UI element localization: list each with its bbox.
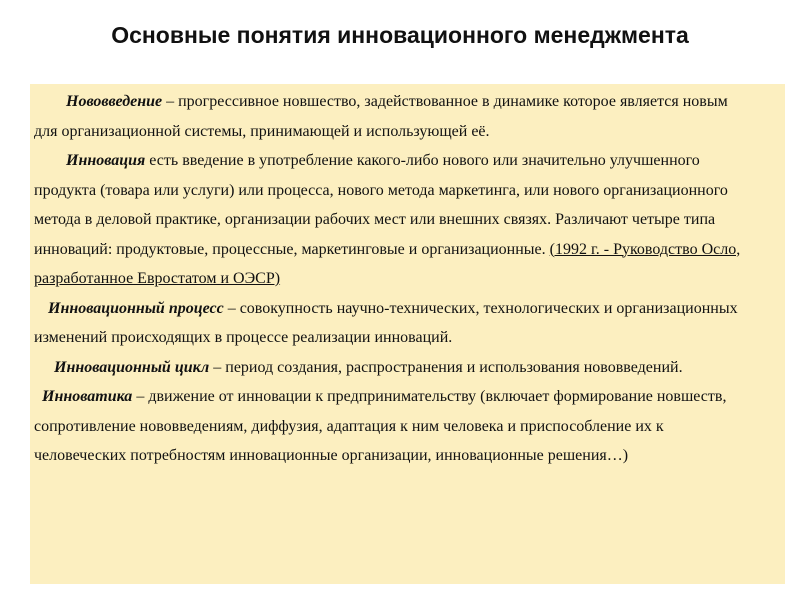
slide-title: Основные понятия инновационного менеджмента [111, 22, 689, 48]
oslo-manual-reference: (1992 г. - Руководство Осло, разработанное Евростатом и ОЭСР) [34, 240, 741, 287]
definition-innovation-novelty [34, 87, 749, 146]
definitions-list [34, 87, 749, 471]
term-innovatsionny-tsikl: Инновационный цикл [54, 358, 210, 376]
term-novovvedenie: Нововведение [66, 93, 163, 110]
definition-innovation [34, 146, 749, 294]
definition-innovation-process [34, 294, 749, 353]
term-innovatsionny-protsess: Инновационный процесс [48, 299, 224, 317]
definition-innovation-cycle [34, 353, 749, 383]
definition-text: – движение от инновации к предпринимательству (включает формирование новшеств, сопротивление нововведениям, диффузия, адаптация к ним человека и приспособление их к человеческих потребностям инновационные организации, инновационные решения…) [34, 388, 727, 464]
definition-text: – период создания, распространения и использования нововведений. [209, 358, 683, 376]
definition-text: – прогрессивное новшество, задействованное в динамике которое является новым для организационной системы, принимающей и использующей её. [34, 93, 728, 140]
definition-text: есть введение в употребление какого-либо нового или значительно улучшенного продукта (товара или услуги) или процесса, нового метода маркетинга, или нового организационного метода в деловой практике, организации рабочих мест или внешних связях. Различают четыре типа инноваций: продуктовые, процессные, маркетинговые и организационные. [34, 152, 728, 258]
definition-text: – совокупность научно-технических, технологических и организационных изменений происходящих в процессе реализации инноваций. [34, 299, 738, 346]
definition-innovatics [34, 382, 749, 471]
term-innovatsiya: Инновация [66, 152, 146, 169]
term-innovatika: Инноватика [42, 388, 133, 405]
